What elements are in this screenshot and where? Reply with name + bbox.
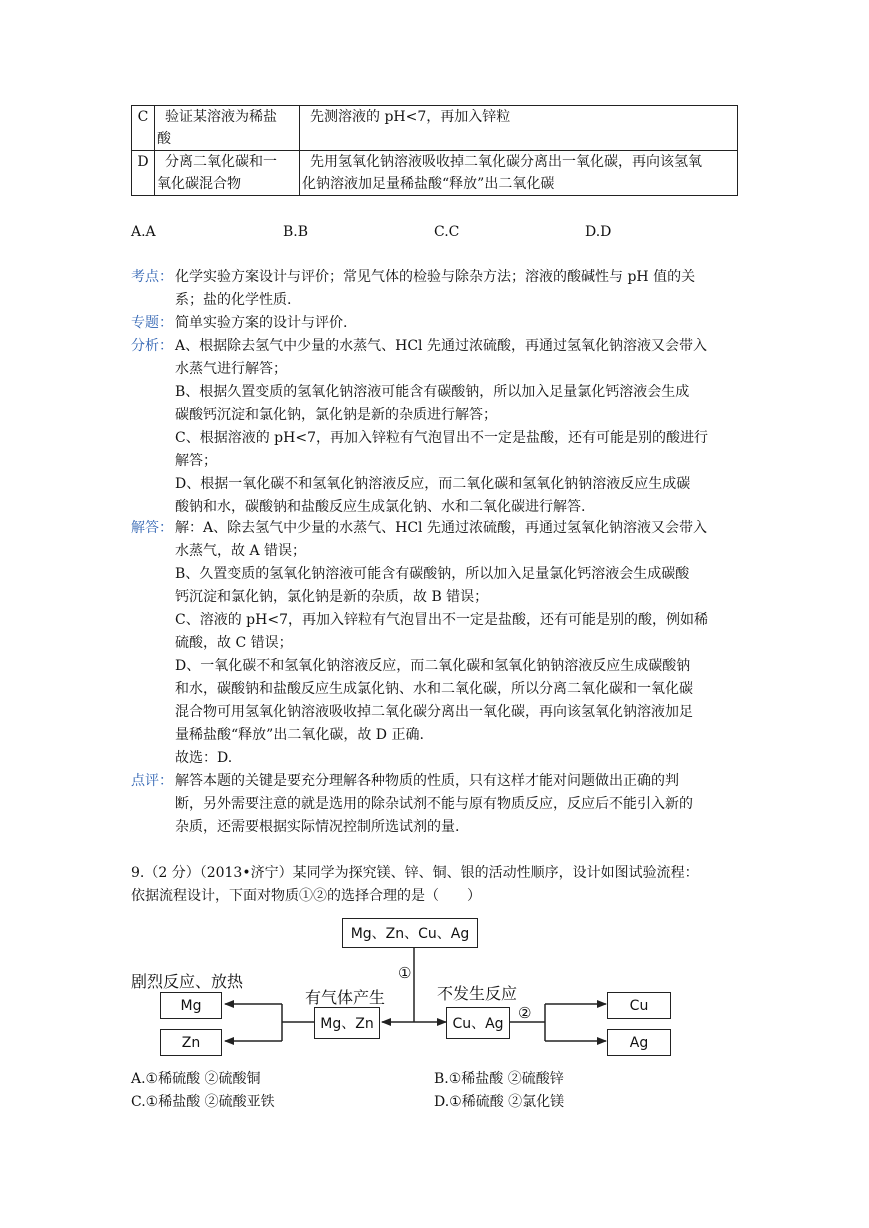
text-line: 水蒸气，故 A 错误；	[175, 543, 307, 559]
mg-zn-box: Mg、Zn	[314, 1007, 380, 1039]
jieda-label: 解答：	[131, 520, 173, 536]
text-line: C、溶液的 pH<7，再加入锌粒有气泡冒出不一定是盐酸，还有可能是别的酸，例如稀	[175, 612, 708, 628]
text-line: D、一氧化碳不和氢氧化钠溶液反应，而二氧化碳和氢氧化钠钠溶液反应生成碳酸钠	[175, 658, 691, 674]
option-b: B.B	[283, 224, 309, 240]
text-line: 解答；	[175, 453, 217, 469]
text-line: 杂质，还需要根据实际情况控制所选试剂的量.	[175, 819, 460, 835]
text-line: 碳酸钙沉淀和氯化钠，氯化钠是新的杂质进行解答；	[175, 407, 497, 423]
kaodian-label: 考点：	[131, 269, 173, 285]
row-purpose-line: 分离二氧化碳和一	[165, 154, 277, 170]
choice-c: C.①稀盐酸 ②硫酸亚铁	[131, 1094, 275, 1110]
text-line: 混合物可用氢氧化钠溶液吸收掉二氧化碳分离出一氧化碳，再向该氢氧化钠溶液加足	[175, 704, 693, 720]
text-line: 量稀盐酸“释放”出二氧化碳，故 D 正确.	[175, 727, 424, 743]
row-purpose-line: 氧化碳混合物	[157, 176, 241, 192]
text-line: 故选：D.	[175, 750, 233, 766]
text-line: A、根据除去氢气中少量的水蒸气、HCl 先通过浓硫酸，再通过氢氧化钠溶液又会带入	[175, 338, 707, 354]
choice-b: B.①稀盐酸 ②硫酸锌	[434, 1071, 564, 1087]
gas-produced-caption: 有气体产生	[305, 988, 386, 1007]
row-method-line: 化钠溶液加足量稀盐酸“释放”出二氧化碳	[302, 176, 555, 192]
text-line: D、根据一氧化碳不和氢氧化钠溶液反应，而二氧化碳和氢氧化钠钠溶液反应生成碳	[175, 476, 691, 492]
vigorous-reaction-caption: 剧烈反应、放热	[131, 972, 244, 991]
text-line: B、根据久置变质的氢氧化钠溶液可能含有碳酸钠，所以加入足量氯化钙溶液会生成	[175, 384, 690, 400]
option-c: C.C	[434, 224, 460, 240]
text-line: B、久置变质的氢氧化钠溶液可能含有碳酸钠，所以加入足量氯化钙溶液会生成碳酸	[175, 566, 690, 582]
text-line: 钙沉淀和氯化钠，氯化钠是新的杂质，故 B 错误；	[175, 589, 489, 605]
text-line: 简单实验方案的设计与评价.	[175, 315, 348, 331]
text-line: 酸钠和水，碳酸钠和盐酸反应生成氯化钠、水和二氧化碳进行解答.	[175, 499, 586, 515]
question-line: 9.（2 分）（2013•济宁）某同学为探究镁、锌、铜、银的活动性顺序，设计如图试验流程：	[131, 865, 699, 881]
mixture-box: Mg、Zn、Cu、Ag	[342, 918, 478, 948]
text-line: 硫酸，故 C 错误；	[175, 635, 293, 651]
fenxi-label: 分析：	[131, 338, 173, 354]
row-purpose-line: 验证某溶液为稀盐	[165, 109, 277, 125]
zhuanti-label: 专题：	[131, 315, 173, 331]
cu-box: Cu	[607, 992, 671, 1019]
row-purpose-line: 酸	[157, 131, 171, 147]
text-line: 系；盐的化学性质.	[175, 292, 292, 308]
row-method-line: 先测溶液的 pH<7，再加入锌粒	[310, 109, 511, 125]
mg-box: Mg	[160, 992, 222, 1019]
row-letter: D	[132, 151, 155, 196]
no-reaction-caption: 不发生反应	[437, 984, 518, 1003]
option-d: D.D	[585, 224, 612, 240]
choice-d: D.①稀硫酸 ②氯化镁	[434, 1094, 565, 1110]
text-line: 和水，碳酸钠和盐酸反应生成氯化钠、水和二氧化碳，所以分离二氧化碳和一氧化碳	[175, 681, 693, 697]
text-line: 水蒸气进行解答；	[175, 361, 287, 377]
text-line: 解：A、除去氢气中少量的水蒸气、HCl 先通过浓硫酸，再通过氢氧化钠溶液又会带入	[175, 520, 707, 536]
choice-a: A.①稀硫酸 ②硫酸铜	[131, 1071, 261, 1087]
text-line: 断，另外需要注意的就是选用的除杂试剂不能与原有物质反应，反应后不能引入新的	[175, 796, 693, 812]
cu-ag-box: Cu、Ag	[446, 1007, 510, 1039]
text-line: 化学实验方案设计与评价；常见气体的检验与除杂方法；溶液的酸碱性与 pH 值的关	[175, 269, 696, 285]
option-a: A.A	[131, 224, 156, 240]
zn-box: Zn	[160, 1029, 222, 1056]
dianping-label: 点评：	[131, 773, 173, 789]
text-line: C、根据溶液的 pH<7，再加入锌粒有气泡冒出不一定是盐酸，还有可能是别的酸进行	[175, 430, 708, 446]
ag-box: Ag	[607, 1029, 671, 1056]
question-line: 依据流程设计，下面对物质①②的选择合理的是（ ）	[131, 888, 481, 904]
row-letter: C	[132, 106, 155, 151]
reagent-2-marker: ②	[518, 1004, 532, 1022]
reagent-1-marker: ①	[398, 964, 412, 982]
row-method-line: 先用氢氧化钠溶液吸收掉二氧化碳分离出一氧化碳，再向该氢氧	[310, 154, 702, 170]
text-line: 解答本题的关键是要充分理解各种物质的性质，只有这样才能对问题做出正确的判	[175, 773, 679, 789]
